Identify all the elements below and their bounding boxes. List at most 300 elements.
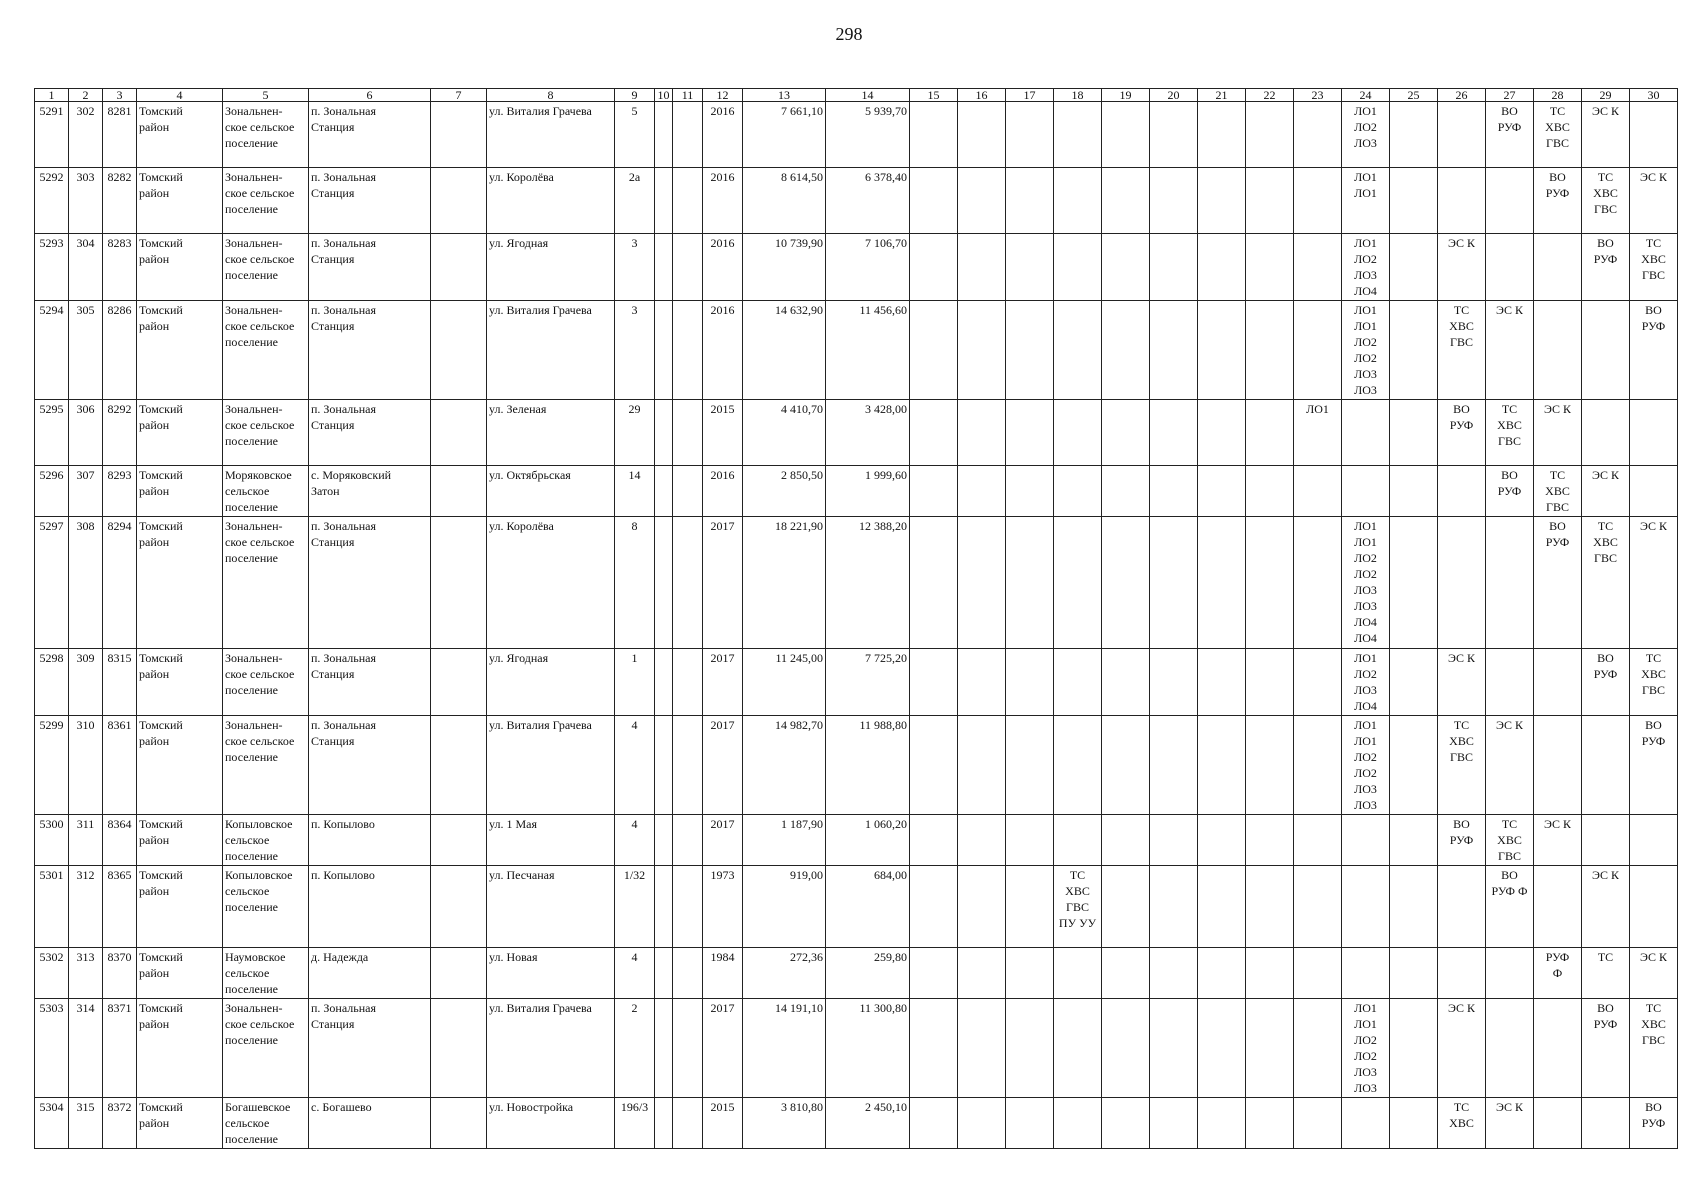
cell-line: ЛО4 [1354,615,1377,629]
cell-line: 14 632,90 [775,303,823,317]
cell-line: район [139,319,170,333]
cell-line: Томский [139,1001,183,1015]
cell-line: 305 [76,303,95,317]
cell-line: ТС [1549,468,1566,482]
cell-col-20 [1150,1098,1198,1149]
cell-line: ВО [1597,1001,1614,1015]
cell-line: ХВС [1497,833,1522,847]
cell-col-19 [1102,234,1150,301]
column-header-23: 23 [1294,89,1342,102]
cell-col-21 [1198,815,1246,866]
cell-col-16 [958,517,1006,649]
cell-col-26 [1438,649,1486,716]
cell-col-27 [1486,466,1534,517]
cell-col-15 [910,1098,958,1149]
cell-col-24 [1342,517,1390,649]
table-row [35,517,1678,649]
cell-col-7 [431,234,487,301]
cell-col-16 [958,866,1006,948]
cell-line: 310 [76,718,95,732]
cell-col-4 [137,999,223,1098]
cell-col-12 [703,102,743,168]
cell-col-17 [1006,517,1054,649]
cell-line: ТС [1069,868,1086,882]
cell-col-10 [655,400,673,466]
cell-col-1 [35,1098,69,1149]
cell-col-7 [431,716,487,815]
cell-col-2 [69,168,103,234]
cell-line: район [139,667,170,681]
cell-col-24 [1342,466,1390,517]
cell-col-8 [487,716,615,815]
cell-col-2 [69,301,103,400]
cell-col-15 [910,948,958,999]
cell-line: 5295 [39,402,64,416]
cell-line: ЛО3 [1354,1081,1377,1095]
cell-col-22 [1246,1098,1294,1149]
cell-line: ское сельское [225,186,295,200]
cell-col-8 [487,517,615,649]
cell-col-18 [1054,1098,1102,1149]
cell-col-15 [910,716,958,815]
cell-line: РУФ [1545,186,1570,200]
cell-line: район [139,252,170,266]
cell-line: ТС [1453,303,1470,317]
column-header-28: 28 [1534,89,1582,102]
cell-col-1 [35,168,69,234]
cell-col-11 [673,1098,703,1149]
cell-col-2 [69,815,103,866]
cell-col-1 [35,999,69,1098]
column-header-3: 3 [103,89,137,102]
cell-col-30 [1630,400,1678,466]
cell-col-26 [1438,999,1486,1098]
cell-line: район [139,120,170,134]
cell-col-15 [910,301,958,400]
cell-line: 307 [76,468,95,482]
cell-line: ПУ УУ [1058,916,1097,930]
cell-col-17 [1006,234,1054,301]
cell-line: Томский [139,1100,183,1114]
cell-line: ЛО1 [1354,319,1377,333]
cell-line: ское сельское [225,252,295,266]
cell-col-29 [1582,948,1630,999]
cell-col-19 [1102,102,1150,168]
cell-col-3 [103,649,137,716]
cell-col-9 [615,866,655,948]
cell-col-23 [1294,517,1342,649]
cell-line: ГВС [1642,268,1665,282]
cell-line: ЛО1 [1354,734,1377,748]
cell-line: ЛО1 [1354,519,1377,533]
cell-col-5 [223,999,309,1098]
cell-col-22 [1246,948,1294,999]
cell-col-18 [1054,649,1102,716]
cell-col-25 [1390,234,1438,301]
cell-col-12 [703,716,743,815]
cell-col-24 [1342,866,1390,948]
cell-line: ТС [1501,402,1518,416]
cell-col-1 [35,234,69,301]
table-row [35,301,1678,400]
cell-line: ул. Виталия Грачева [489,1001,592,1015]
cell-line: ское сельское [225,667,295,681]
cell-col-23 [1294,102,1342,168]
cell-line: ул. Ягодная [489,651,549,665]
cell-col-20 [1150,716,1198,815]
cell-line: ВО [1501,104,1518,118]
cell-line: ЛО2 [1354,567,1377,581]
cell-line: ЭС К [1496,303,1523,317]
cell-line: поселение [225,500,279,514]
cell-col-28 [1534,102,1582,168]
cell-line: 1 [631,651,638,665]
cell-col-19 [1102,301,1150,400]
cell-col-20 [1150,168,1198,234]
cell-col-4 [137,102,223,168]
cell-col-16 [958,999,1006,1098]
cell-col-6 [309,400,431,466]
cell-col-12 [703,466,743,517]
cell-line: 5302 [39,950,64,964]
column-header-26: 26 [1438,89,1486,102]
cell-col-29 [1582,102,1630,168]
cell-col-10 [655,234,673,301]
cell-col-15 [910,234,958,301]
cell-line: ЛО2 [1354,551,1377,565]
cell-col-8 [487,866,615,948]
cell-col-14 [826,1098,910,1149]
cell-line: 11 245,00 [775,651,823,665]
cell-line: Станция [311,667,355,681]
cell-col-12 [703,999,743,1098]
cell-col-11 [673,815,703,866]
cell-line: 2016 [710,303,735,317]
cell-line: п. Зональная [311,170,377,184]
cell-col-3 [103,234,137,301]
cell-col-13 [743,301,826,400]
table-row [35,466,1678,517]
cell-line: 3 [631,236,638,250]
cell-line: район [139,186,170,200]
cell-line: 5298 [39,651,64,665]
cell-col-12 [703,234,743,301]
cell-line: район [139,484,170,498]
column-header-6: 6 [309,89,431,102]
cell-line: ЛО3 [1354,583,1377,597]
cell-col-22 [1246,400,1294,466]
cell-col-28 [1534,517,1582,649]
cell-line: район [139,734,170,748]
cell-col-30 [1630,234,1678,301]
registry-table [34,88,1678,1149]
cell-col-29 [1582,400,1630,466]
cell-col-7 [431,1098,487,1149]
cell-line: п. Копылово [311,817,375,831]
cell-col-28 [1534,301,1582,400]
cell-line: ЭС К [1544,817,1571,831]
cell-col-13 [743,716,826,815]
cell-line: Затон [311,484,340,498]
cell-col-29 [1582,866,1630,948]
cell-line: поселение [225,136,279,150]
cell-line: ТС [1453,1100,1470,1114]
cell-col-8 [487,466,615,517]
cell-col-25 [1390,1098,1438,1149]
cell-col-17 [1006,948,1054,999]
cell-col-10 [655,168,673,234]
cell-col-26 [1438,948,1486,999]
cell-col-10 [655,301,673,400]
cell-col-9 [615,999,655,1098]
cell-line: поселение [225,1033,279,1047]
cell-line: ЛО2 [1354,351,1377,365]
cell-line: п. Копылово [311,868,375,882]
cell-col-19 [1102,466,1150,517]
cell-col-24 [1342,716,1390,815]
cell-line: 2017 [710,817,735,831]
cell-line: 6 378,40 [865,170,907,184]
cell-line: поселение [225,982,279,996]
cell-line: ХВС [1545,120,1570,134]
cell-col-28 [1534,649,1582,716]
cell-line: 2 850,50 [781,468,823,482]
table-body [35,102,1678,1149]
cell-line: ЭС К [1448,651,1475,665]
cell-col-12 [703,815,743,866]
cell-col-12 [703,649,743,716]
cell-col-13 [743,168,826,234]
column-header-19: 19 [1102,89,1150,102]
cell-line: Станция [311,186,355,200]
cell-col-30 [1630,866,1678,948]
cell-col-28 [1534,815,1582,866]
cell-col-23 [1294,466,1342,517]
cell-line: ЛО1 [1354,236,1377,250]
cell-line: ТС [1453,718,1470,732]
cell-line: Зональнен- [225,104,283,118]
cell-line: ХВС [1497,418,1522,432]
cell-col-8 [487,102,615,168]
cell-col-4 [137,517,223,649]
cell-line: 2017 [710,718,735,732]
cell-col-24 [1342,815,1390,866]
cell-col-18 [1054,999,1102,1098]
cell-line: Станция [311,252,355,266]
cell-col-6 [309,815,431,866]
cell-col-10 [655,999,673,1098]
cell-col-27 [1486,1098,1534,1149]
cell-col-12 [703,301,743,400]
cell-line: ВО [1501,468,1518,482]
cell-line: ул. Королёва [489,170,554,184]
cell-line: 312 [76,868,95,882]
cell-col-6 [309,301,431,400]
cell-line: Зональнен- [225,1001,283,1015]
cell-col-23 [1294,649,1342,716]
cell-col-11 [673,466,703,517]
cell-line: 309 [76,651,95,665]
cell-col-26 [1438,168,1486,234]
cell-col-29 [1582,168,1630,234]
cell-line: ул. Песчаная [489,868,555,882]
cell-col-9 [615,815,655,866]
cell-col-9 [615,1098,655,1149]
cell-line: с. Богашево [311,1100,372,1114]
cell-line: ЭС К [1640,519,1667,533]
cell-line: 8286 [107,303,132,317]
column-header-11: 11 [673,89,703,102]
table-row [35,948,1678,999]
cell-col-9 [615,649,655,716]
cell-col-25 [1390,102,1438,168]
cell-line: ЛО1 [1354,170,1377,184]
cell-col-14 [826,517,910,649]
cell-col-6 [309,168,431,234]
cell-col-1 [35,948,69,999]
cell-col-14 [826,999,910,1098]
cell-col-17 [1006,716,1054,815]
cell-col-10 [655,1098,673,1149]
cell-col-27 [1486,102,1534,168]
cell-line: 7 661,10 [781,104,823,118]
cell-line: поселение [225,849,279,863]
cell-line: 8365 [107,868,132,882]
cell-col-2 [69,102,103,168]
cell-col-7 [431,815,487,866]
cell-line: 5297 [39,519,64,533]
cell-col-19 [1102,815,1150,866]
cell-line: Томский [139,519,183,533]
cell-line: ул. Виталия Грачева [489,718,592,732]
cell-line: РУФ [1497,484,1522,498]
cell-col-9 [615,466,655,517]
header-row [35,89,1678,102]
cell-col-4 [137,301,223,400]
cell-line: 4 [631,817,638,831]
cell-line: район [139,1116,170,1130]
cell-col-10 [655,815,673,866]
cell-col-4 [137,400,223,466]
table-row [35,716,1678,815]
cell-col-9 [615,716,655,815]
column-header-20: 20 [1150,89,1198,102]
cell-col-1 [35,466,69,517]
cell-col-6 [309,517,431,649]
column-header-16: 16 [958,89,1006,102]
cell-line: 8361 [107,718,132,732]
cell-col-11 [673,234,703,301]
cell-col-29 [1582,234,1630,301]
cell-line: ЛО2 [1354,1033,1377,1047]
cell-line: ВО [1597,236,1614,250]
cell-line: 2016 [710,170,735,184]
cell-line: 3 [631,303,638,317]
cell-line: ГВС [1594,551,1617,565]
cell-col-19 [1102,1098,1150,1149]
cell-col-20 [1150,999,1198,1098]
cell-col-4 [137,948,223,999]
cell-line: 272,36 [790,950,823,964]
cell-col-30 [1630,517,1678,649]
column-header-4: 4 [137,89,223,102]
cell-col-6 [309,866,431,948]
cell-line: Станция [311,734,355,748]
cell-col-22 [1246,102,1294,168]
cell-col-3 [103,517,137,649]
cell-col-10 [655,866,673,948]
cell-col-18 [1054,168,1102,234]
cell-line: Ф [1552,966,1563,980]
cell-line: ЛО2 [1354,120,1377,134]
cell-line: ул. Зеленая [489,402,547,416]
cell-col-15 [910,400,958,466]
cell-line: 1984 [710,950,735,964]
cell-line: Наумовское [225,950,286,964]
cell-line: 919,00 [790,868,823,882]
cell-line: ул. 1 Мая [489,817,537,831]
cell-col-8 [487,948,615,999]
column-header-22: 22 [1246,89,1294,102]
cell-col-16 [958,948,1006,999]
cell-col-13 [743,999,826,1098]
cell-col-30 [1630,716,1678,815]
cell-line: 8 [631,519,638,533]
cell-line: п. Зональная [311,303,377,317]
cell-col-20 [1150,866,1198,948]
cell-col-8 [487,649,615,716]
cell-col-30 [1630,999,1678,1098]
cell-line: ЛО4 [1354,284,1377,298]
cell-line: п. Зональная [311,104,377,118]
cell-col-15 [910,649,958,716]
cell-col-18 [1054,400,1102,466]
cell-col-24 [1342,168,1390,234]
cell-col-6 [309,1098,431,1149]
cell-col-2 [69,1098,103,1149]
cell-line: 2015 [710,402,735,416]
cell-line: ЛО1 [1354,718,1377,732]
cell-line: 11 456,60 [859,303,907,317]
cell-line: ВО [1453,402,1470,416]
cell-line: ГВС [1498,849,1521,863]
cell-col-20 [1150,466,1198,517]
cell-line: ское сельское [225,120,295,134]
cell-line: 5 [631,104,638,118]
cell-col-8 [487,234,615,301]
cell-line: ул. Новостройка [489,1100,574,1114]
table-row [35,866,1678,948]
cell-col-17 [1006,466,1054,517]
cell-col-18 [1054,948,1102,999]
cell-col-23 [1294,400,1342,466]
cell-col-25 [1390,716,1438,815]
cell-col-15 [910,999,958,1098]
cell-col-5 [223,168,309,234]
cell-col-1 [35,400,69,466]
cell-col-10 [655,948,673,999]
cell-col-2 [69,716,103,815]
cell-col-6 [309,948,431,999]
cell-line: 2016 [710,236,735,250]
cell-line: Моряковское [225,468,292,482]
cell-line: 8315 [107,651,132,665]
column-header-21: 21 [1198,89,1246,102]
cell-line: 196/3 [620,1100,649,1114]
cell-line: 29 [628,402,641,416]
cell-col-5 [223,234,309,301]
cell-col-8 [487,999,615,1098]
